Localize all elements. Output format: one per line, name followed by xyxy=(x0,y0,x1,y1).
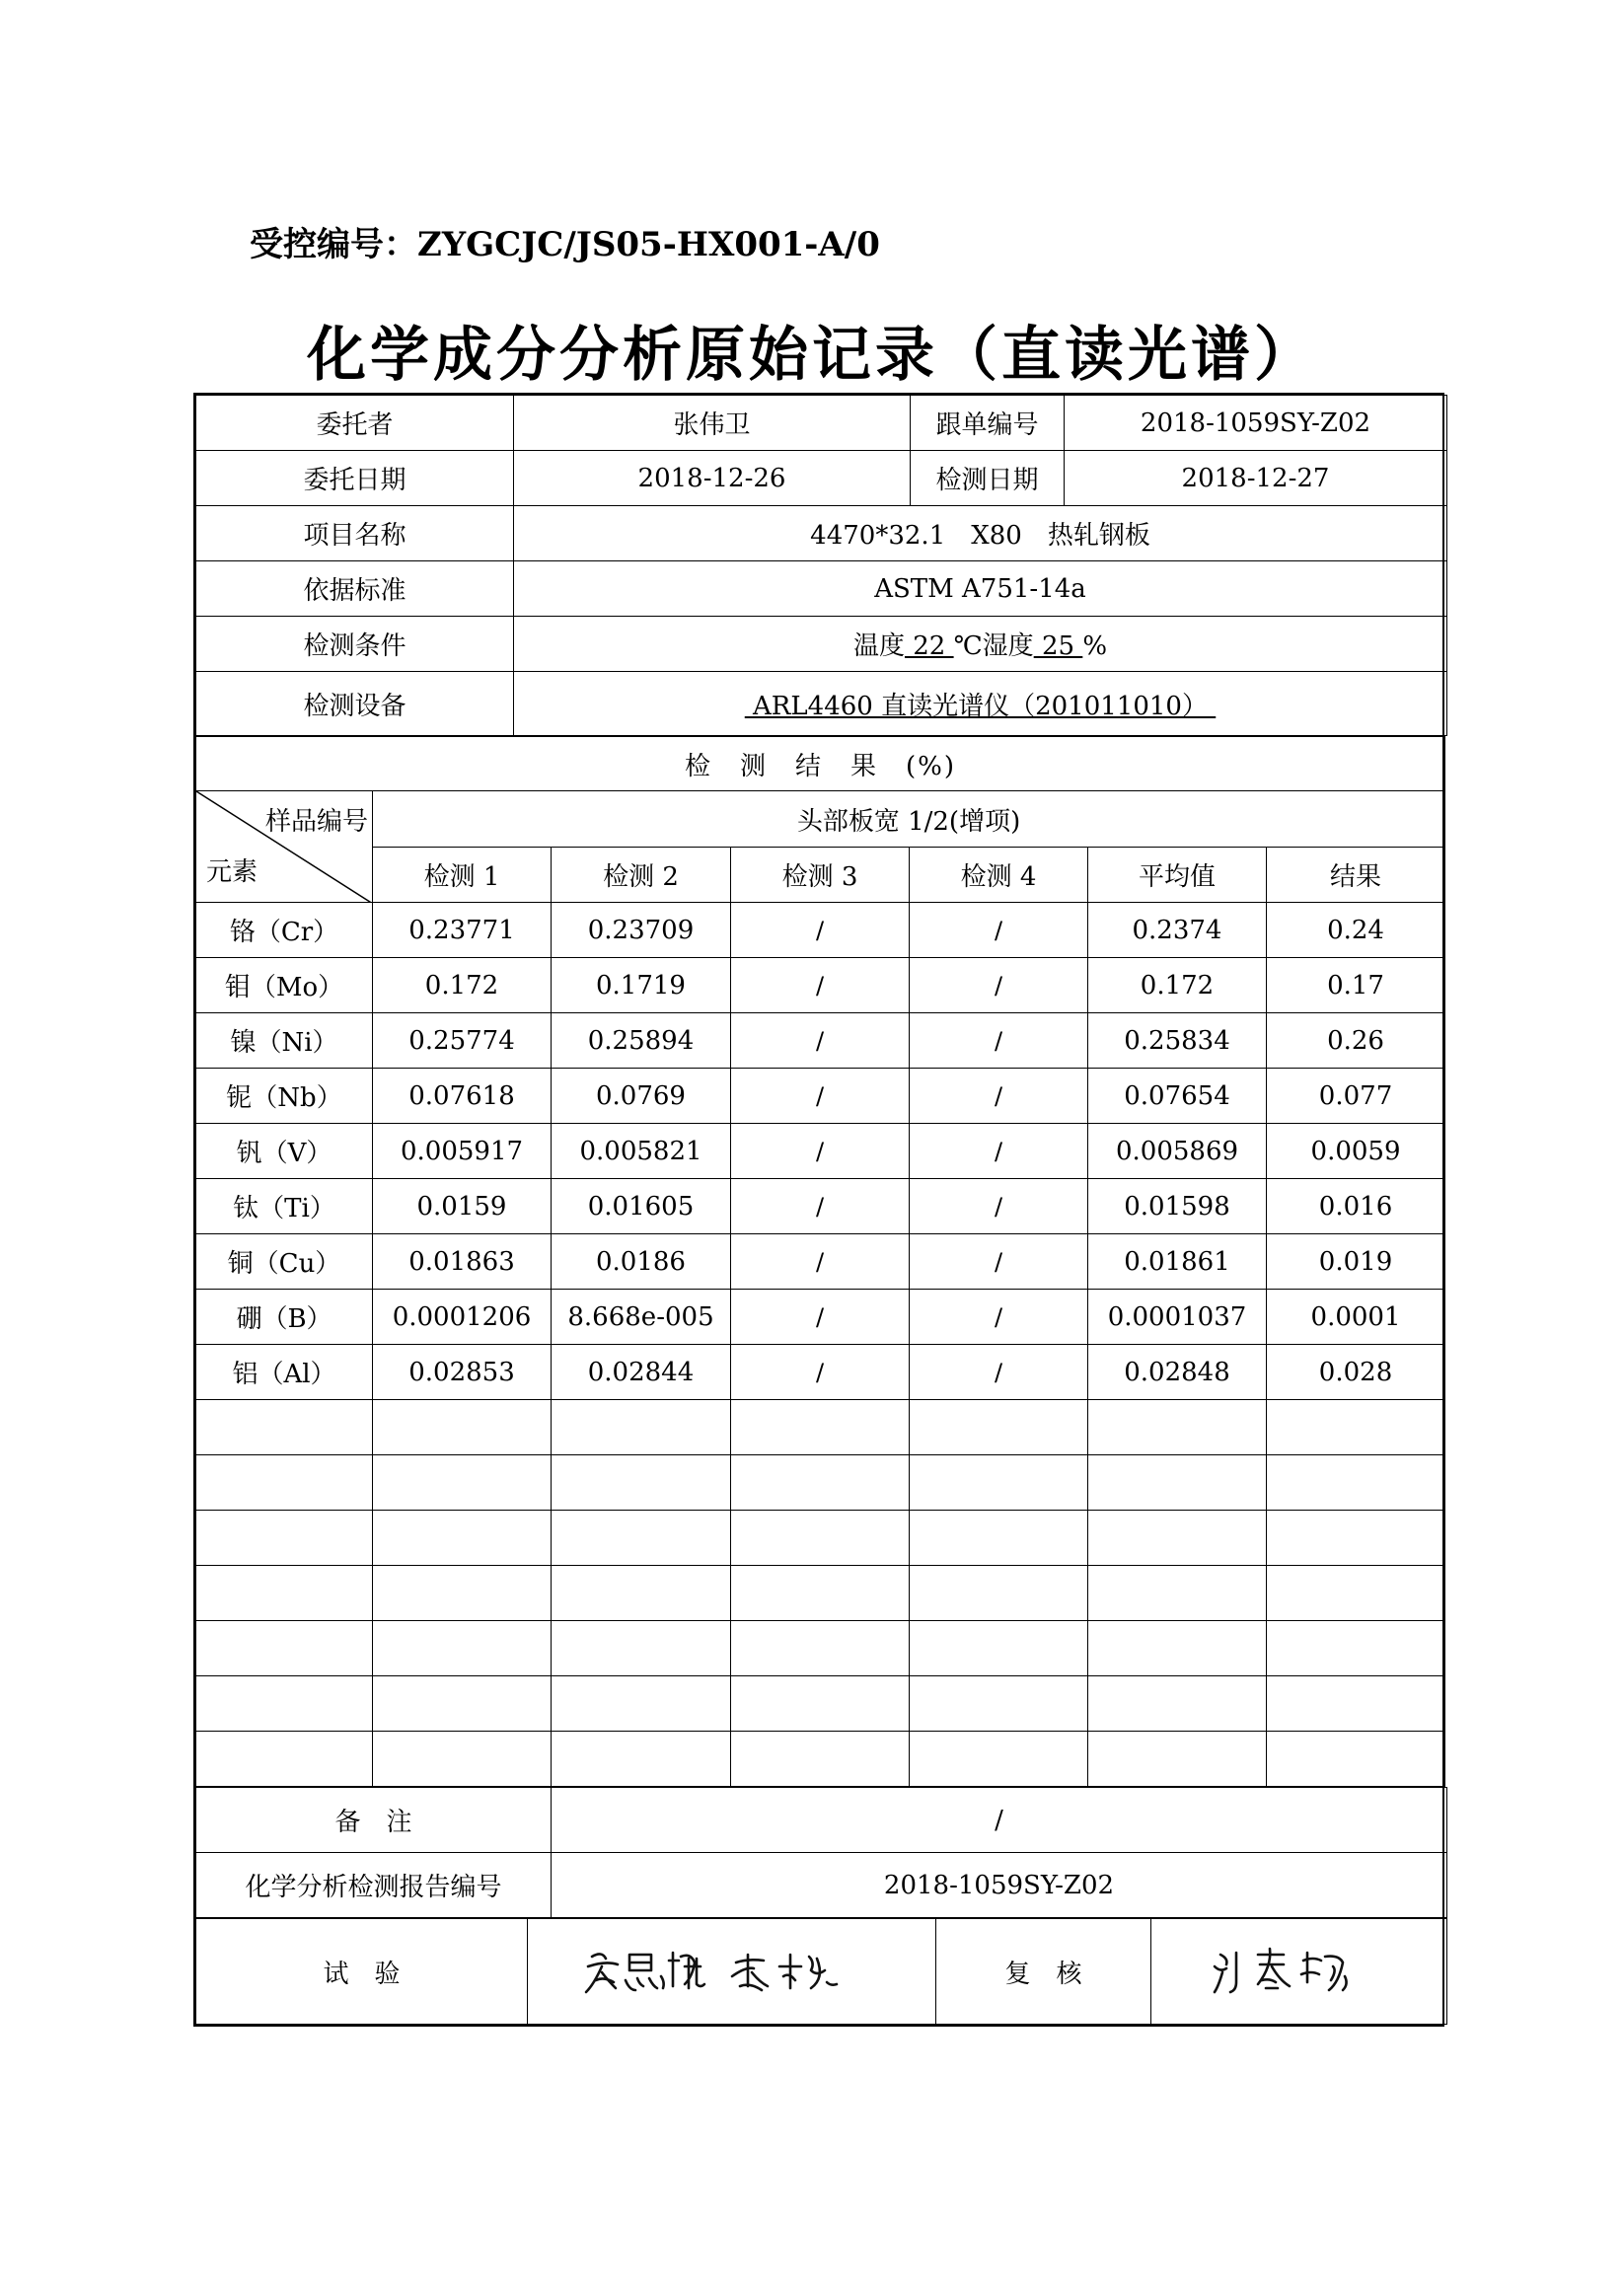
report-no-label: 化学分析检测报告编号 xyxy=(196,1853,552,1918)
table-cell: 0.24 xyxy=(1267,903,1445,958)
empty-cell xyxy=(196,1621,373,1676)
table-cell: / xyxy=(910,1234,1088,1290)
table-cell: / xyxy=(910,903,1088,958)
temp-unit: ℃湿度 xyxy=(953,631,1034,661)
table-cell: 0.07618 xyxy=(373,1069,552,1124)
corner-bottom-label: 元素 xyxy=(206,857,258,887)
table-cell: 0.1719 xyxy=(552,958,731,1013)
empty-cell xyxy=(552,1455,731,1511)
column-header: 检测 4 xyxy=(910,848,1088,903)
report-no-value: 2018-1059SY-Z02 xyxy=(552,1853,1447,1918)
table-cell: 0.077 xyxy=(1267,1069,1445,1124)
element-name: 硼（B） xyxy=(196,1290,373,1345)
results-section-title: 检 测 结 果 (%) xyxy=(196,737,1445,791)
empty-cell xyxy=(731,1676,910,1732)
reviewer-signature xyxy=(1151,1919,1447,2025)
signature-table xyxy=(195,1918,1447,2025)
empty-cell xyxy=(1088,1455,1267,1511)
table-cell: 0.25894 xyxy=(552,1013,731,1069)
table-cell: / xyxy=(731,1013,910,1069)
empty-cell xyxy=(552,1732,731,1787)
empty-cell xyxy=(196,1676,373,1732)
empty-cell xyxy=(731,1732,910,1787)
empty-cell xyxy=(552,1400,731,1455)
empty-cell xyxy=(1267,1676,1445,1732)
condition-label: 检测条件 xyxy=(196,617,514,672)
table-cell: 0.01863 xyxy=(373,1234,552,1290)
commission-date-value: 2018-12-26 xyxy=(514,451,911,506)
table-cell: 0.0059 xyxy=(1267,1124,1445,1179)
table-row xyxy=(196,1345,1445,1400)
empty-cell xyxy=(196,1455,373,1511)
empty-cell xyxy=(731,1621,910,1676)
empty-cell xyxy=(1267,1566,1445,1621)
table-cell: 0.02848 xyxy=(1088,1345,1267,1400)
empty-row xyxy=(196,1400,1445,1455)
table-cell: 0.028 xyxy=(1267,1345,1445,1400)
table-row xyxy=(196,1013,1445,1069)
client-label: 委托者 xyxy=(196,396,514,451)
table-row xyxy=(196,1069,1445,1124)
test-date-value: 2018-12-27 xyxy=(1065,451,1447,506)
results-table xyxy=(195,736,1445,1787)
empty-cell xyxy=(1267,1732,1445,1787)
empty-cell xyxy=(552,1511,731,1566)
element-name: 铜（Cu） xyxy=(196,1234,373,1290)
table-cell: 0.019 xyxy=(1267,1234,1445,1290)
empty-cell xyxy=(373,1400,552,1455)
record-form xyxy=(193,393,1444,2027)
empty-cell xyxy=(373,1732,552,1787)
empty-cell xyxy=(373,1455,552,1511)
empty-cell xyxy=(1088,1511,1267,1566)
empty-cell xyxy=(373,1676,552,1732)
empty-cell xyxy=(910,1566,1088,1621)
table-cell: / xyxy=(910,958,1088,1013)
empty-cell xyxy=(910,1621,1088,1676)
page-title: 化学成分分析原始记录（直读光谱） xyxy=(307,321,1317,390)
element-name: 铝（Al） xyxy=(196,1345,373,1400)
empty-cell xyxy=(552,1676,731,1732)
table-cell: 0.0159 xyxy=(373,1179,552,1234)
table-cell: 0.0001 xyxy=(1267,1290,1445,1345)
empty-cell xyxy=(552,1566,731,1621)
tracking-no-label: 跟单编号 xyxy=(911,396,1065,451)
empty-cell xyxy=(196,1566,373,1621)
empty-cell xyxy=(552,1621,731,1676)
element-name: 铌（Nb） xyxy=(196,1069,373,1124)
empty-cell xyxy=(1267,1400,1445,1455)
table-row xyxy=(196,1179,1445,1234)
empty-cell xyxy=(731,1511,910,1566)
control-number-value: ZYGCJC/JS05-HX001-A/0 xyxy=(417,225,880,264)
column-header: 平均值 xyxy=(1088,848,1267,903)
table-cell: 0.23709 xyxy=(552,903,731,958)
client-value: 张伟卫 xyxy=(514,396,911,451)
empty-cell xyxy=(1088,1732,1267,1787)
empty-cell xyxy=(1267,1621,1445,1676)
condition-value xyxy=(514,617,1447,672)
table-cell: / xyxy=(910,1069,1088,1124)
empty-cell xyxy=(731,1400,910,1455)
corner-header xyxy=(196,791,373,903)
commission-date-label: 委托日期 xyxy=(196,451,514,506)
table-cell: 0.0186 xyxy=(552,1234,731,1290)
table-cell: 0.17 xyxy=(1267,958,1445,1013)
table-cell: / xyxy=(731,1124,910,1179)
table-row xyxy=(196,903,1445,958)
table-cell: / xyxy=(731,1069,910,1124)
empty-cell xyxy=(1267,1511,1445,1566)
table-cell: / xyxy=(731,1234,910,1290)
table-cell: / xyxy=(731,1290,910,1345)
empty-cell xyxy=(731,1455,910,1511)
empty-cell xyxy=(1088,1400,1267,1455)
data-rows xyxy=(196,903,1445,1400)
equipment-label: 检测设备 xyxy=(196,672,514,736)
table-cell: / xyxy=(910,1290,1088,1345)
column-header: 结果 xyxy=(1267,848,1445,903)
humidity-unit: % xyxy=(1082,631,1108,661)
column-header: 检测 3 xyxy=(731,848,910,903)
table-cell: 0.2374 xyxy=(1088,903,1267,958)
table-cell: 0.25834 xyxy=(1088,1013,1267,1069)
table-cell: 0.005869 xyxy=(1088,1124,1267,1179)
empty-cell xyxy=(1267,1455,1445,1511)
project-value: 4470*32.1 X80 热轧钢板 xyxy=(514,506,1447,561)
table-cell: 0.0769 xyxy=(552,1069,731,1124)
tester-label: 试 验 xyxy=(196,1919,528,2025)
equipment-text: ARL4460 直读光谱仪（201011010） xyxy=(744,691,1217,721)
table-cell: 0.26 xyxy=(1267,1013,1445,1069)
empty-cell xyxy=(910,1511,1088,1566)
empty-cell xyxy=(373,1621,552,1676)
temperature-value: 22 xyxy=(904,631,954,661)
info-table xyxy=(195,395,1447,736)
element-name: 钒（V） xyxy=(196,1124,373,1179)
table-cell: 0.005917 xyxy=(373,1124,552,1179)
empty-cell xyxy=(731,1566,910,1621)
table-cell: 0.005821 xyxy=(552,1124,731,1179)
table-cell: 0.01605 xyxy=(552,1179,731,1234)
empty-row xyxy=(196,1511,1445,1566)
remarks-value: / xyxy=(552,1788,1447,1853)
table-row xyxy=(196,1290,1445,1345)
table-cell: 0.016 xyxy=(1267,1179,1445,1234)
sample-name: 头部板宽 1/2(增项) xyxy=(373,791,1445,848)
empty-row xyxy=(196,1676,1445,1732)
table-cell: 0.23771 xyxy=(373,903,552,958)
empty-cell xyxy=(910,1732,1088,1787)
table-cell: 0.0001037 xyxy=(1088,1290,1267,1345)
corner-top-label: 样品编号 xyxy=(264,807,368,837)
empty-row xyxy=(196,1621,1445,1676)
table-cell: 0.02844 xyxy=(552,1345,731,1400)
empty-row xyxy=(196,1566,1445,1621)
empty-cell xyxy=(1088,1621,1267,1676)
empty-row xyxy=(196,1732,1445,1787)
remarks-table xyxy=(195,1787,1447,1918)
empty-cell xyxy=(910,1455,1088,1511)
control-number xyxy=(250,217,880,265)
table-cell: / xyxy=(731,958,910,1013)
empty-cell xyxy=(910,1400,1088,1455)
test-date-label: 检测日期 xyxy=(911,451,1065,506)
project-label: 项目名称 xyxy=(196,506,514,561)
reviewer-signature-image xyxy=(1201,1937,1398,2006)
table-cell: 8.668e-005 xyxy=(552,1290,731,1345)
tester-signature xyxy=(528,1919,936,2025)
column-header: 检测 1 xyxy=(373,848,552,903)
table-cell: 0.0001206 xyxy=(373,1290,552,1345)
empty-cell xyxy=(373,1566,552,1621)
table-cell: 0.01598 xyxy=(1088,1179,1267,1234)
temp-prefix: 温度 xyxy=(852,631,905,661)
empty-cell xyxy=(910,1676,1088,1732)
table-cell: 0.01861 xyxy=(1088,1234,1267,1290)
table-cell: 0.172 xyxy=(373,958,552,1013)
table-cell: 0.25774 xyxy=(373,1013,552,1069)
table-row xyxy=(196,1124,1445,1179)
table-cell: / xyxy=(910,1013,1088,1069)
equipment-value xyxy=(514,672,1447,736)
control-number-label: 受控编号： xyxy=(250,225,417,264)
table-cell: / xyxy=(910,1345,1088,1400)
column-header: 检测 2 xyxy=(552,848,731,903)
table-cell: 0.07654 xyxy=(1088,1069,1267,1124)
standard-label: 依据标准 xyxy=(196,561,514,617)
tracking-no-value: 2018-1059SY-Z02 xyxy=(1065,396,1447,451)
table-row xyxy=(196,958,1445,1013)
table-cell: / xyxy=(731,1179,910,1234)
empty-cell xyxy=(196,1732,373,1787)
element-name: 钼（Mo） xyxy=(196,958,373,1013)
element-name: 镍（Ni） xyxy=(196,1013,373,1069)
table-cell: / xyxy=(910,1179,1088,1234)
remarks-label: 备 注 xyxy=(196,1788,552,1853)
table-cell: / xyxy=(731,903,910,958)
empty-row xyxy=(196,1455,1445,1511)
table-cell: 0.02853 xyxy=(373,1345,552,1400)
table-cell: / xyxy=(731,1345,910,1400)
empty-cell xyxy=(196,1400,373,1455)
standard-value: ASTM A751-14a xyxy=(514,561,1447,617)
element-name: 钛（Ti） xyxy=(196,1179,373,1234)
empty-cell xyxy=(196,1511,373,1566)
table-cell: / xyxy=(910,1124,1088,1179)
reviewer-label: 复 核 xyxy=(936,1919,1151,2025)
empty-cell xyxy=(1088,1676,1267,1732)
tester-signature-image xyxy=(574,1937,890,2006)
empty-rows xyxy=(196,1400,1445,1787)
table-row xyxy=(196,1234,1445,1290)
humidity-value: 25 xyxy=(1033,631,1083,661)
empty-cell xyxy=(1088,1566,1267,1621)
table-cell: 0.172 xyxy=(1088,958,1267,1013)
empty-cell xyxy=(373,1511,552,1566)
element-name: 铬（Cr） xyxy=(196,903,373,958)
